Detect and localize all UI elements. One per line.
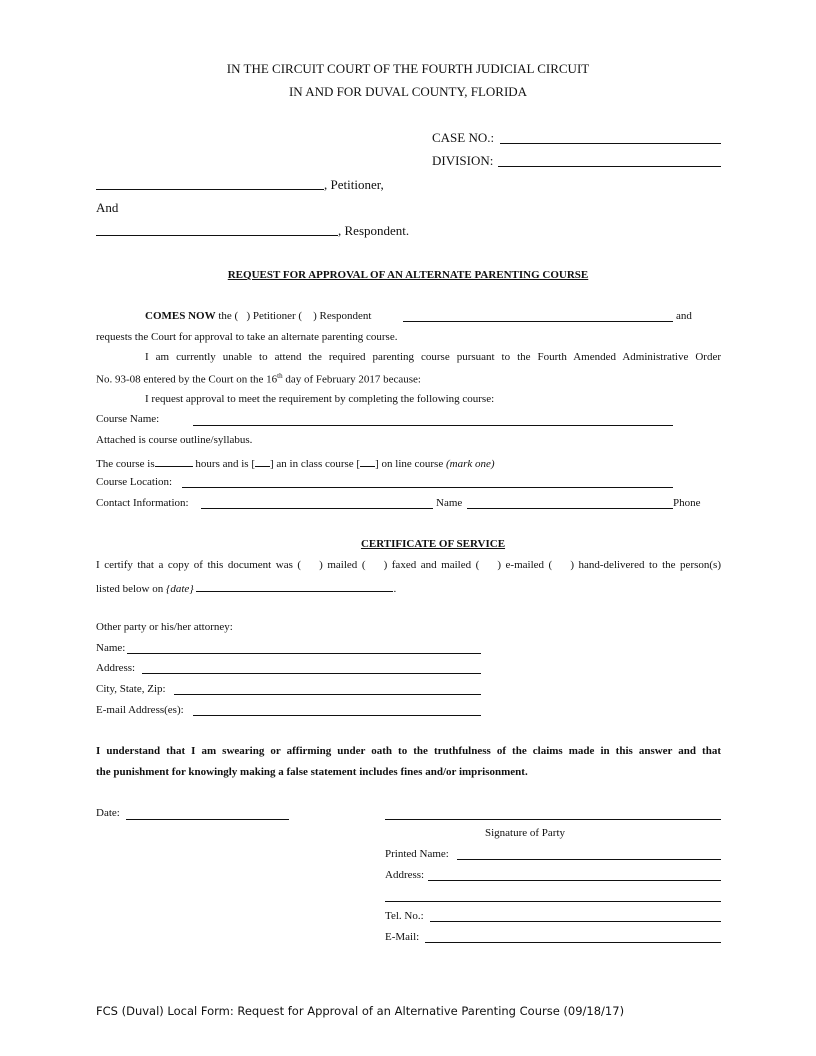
comes-now-text: COMES NOW	[145, 310, 216, 322]
requesting-party-field[interactable]	[403, 321, 673, 322]
signature-field[interactable]	[385, 819, 721, 820]
and-label: And	[96, 200, 119, 215]
signature-label: Signature of Party	[484, 827, 566, 839]
contact-name-label: Name	[436, 497, 463, 509]
unable-text-line2-a: No. 93-08 entered by the Court on the 16	[96, 373, 278, 386]
tel-field[interactable]	[430, 921, 721, 922]
ordinal-suffix: th	[277, 372, 283, 380]
listed-below-text: listed below on	[96, 583, 164, 595]
period-text: .	[393, 583, 397, 595]
printed-name-label: Printed Name:	[385, 848, 449, 860]
signer-address-label: Address:	[385, 869, 425, 881]
court-header-line1: IN THE CIRCUIT COURT OF THE FOURTH JUDICIAL CIRCUIT	[226, 61, 590, 76]
petitioner-label: , Petitioner,	[324, 177, 384, 192]
petitioner-option[interactable]: ) Petitioner (	[246, 310, 303, 322]
printed-name-field[interactable]	[457, 859, 721, 860]
and-text: and	[676, 310, 692, 322]
listed-below-line	[96, 580, 396, 595]
mark-one-text: (mark one)	[445, 458, 495, 470]
signer-address-field[interactable]	[428, 880, 721, 881]
petitioner-name-field[interactable]	[96, 189, 324, 190]
the-text: the (	[218, 310, 239, 322]
oath-line2: the punishment for knowingly making a false statement includes fines and/or imprisonment.	[96, 766, 528, 778]
signer-email-label: E-Mail:	[385, 931, 420, 943]
date-label: Date:	[96, 807, 120, 819]
course-name-label: Course Name:	[96, 413, 160, 425]
other-party-address-field[interactable]	[142, 673, 481, 674]
certificate-title: CERTIFICATE OF SERVICE	[360, 538, 506, 550]
court-header-line2: IN AND FOR DUVAL COUNTY, FLORIDA	[288, 84, 528, 99]
respondent-option[interactable]: ) Respondent	[313, 310, 372, 322]
oath-line1: I understand that I am swearing or affirming under oath to the truthfulness of the claims made in this answer and that	[96, 745, 721, 757]
other-party-heading: Other party or his/her attorney:	[96, 621, 233, 633]
other-party-city-field[interactable]	[174, 694, 481, 695]
course-location-label: Course Location:	[96, 476, 173, 488]
comes-now-line	[145, 310, 371, 322]
requests-text: requests the Court for approval to take an alternate parenting course.	[96, 331, 398, 343]
case-no-field[interactable]	[500, 143, 721, 144]
case-no-label: CASE NO.:	[432, 130, 495, 145]
form-title: REQUEST FOR APPROVAL OF AN ALTERNATE PARENTING COURSE	[227, 269, 589, 281]
hours-field[interactable]	[155, 455, 193, 467]
date-placeholder: {date}	[165, 583, 194, 595]
request-approval-text: I request approval to meet the requirement by completing the following course:	[145, 393, 495, 405]
signer-email-field[interactable]	[425, 942, 721, 943]
other-party-address-label: Address:	[96, 662, 136, 674]
respondent-name-field[interactable]	[96, 235, 338, 236]
service-date-field[interactable]	[196, 580, 393, 592]
contact-info-label: Contact Information:	[96, 497, 189, 509]
course-is-text: The course is	[96, 458, 155, 470]
in-class-text: ] an in class course [	[269, 458, 361, 470]
online-text: ] on line course	[375, 458, 444, 470]
respondent-label: , Respondent.	[338, 223, 410, 238]
signer-address-field-2[interactable]	[385, 901, 721, 902]
phone-label: Phone	[673, 497, 701, 509]
contact-info-field[interactable]	[201, 508, 433, 509]
division-label: DIVISION:	[432, 153, 494, 168]
hours-text: hours and is [	[192, 458, 255, 470]
other-party-email-label: E-mail Address(es):	[96, 704, 184, 716]
other-party-name-field[interactable]	[127, 653, 481, 654]
form-footer: FCS (Duval) Local Form: Request for Approval of an Alternative Parenting Course (09/18/17)	[96, 1004, 625, 1018]
other-party-email-field[interactable]	[193, 715, 481, 716]
other-party-name-label: Name:	[96, 642, 126, 654]
division-field[interactable]	[498, 166, 721, 167]
attached-text: Attached is course outline/syllabus.	[96, 434, 253, 446]
unable-text-line2-b: day of February 2017 because:	[282, 373, 421, 386]
certificate-text: I certify that a copy of this document was ( ) mailed ( ) faxed and mailed ( ) e-mailed ( ) hand-delivered to the person(s)	[96, 559, 721, 571]
online-checkbox[interactable]	[360, 455, 375, 467]
course-location-field[interactable]	[182, 487, 673, 488]
unable-text-line1: I am currently unable to attend the required parenting course pursuant to the Fourth Amended Administrative Order	[145, 351, 721, 363]
course-name-field[interactable]	[193, 425, 673, 426]
course-type-line	[96, 455, 495, 470]
other-party-city-label: City, State, Zip:	[96, 683, 166, 695]
tel-label: Tel. No.:	[385, 910, 424, 922]
in-class-checkbox[interactable]	[255, 455, 270, 467]
unable-text-line2	[96, 372, 421, 386]
date-field[interactable]	[126, 819, 289, 820]
contact-name-phone-field[interactable]	[467, 508, 673, 509]
